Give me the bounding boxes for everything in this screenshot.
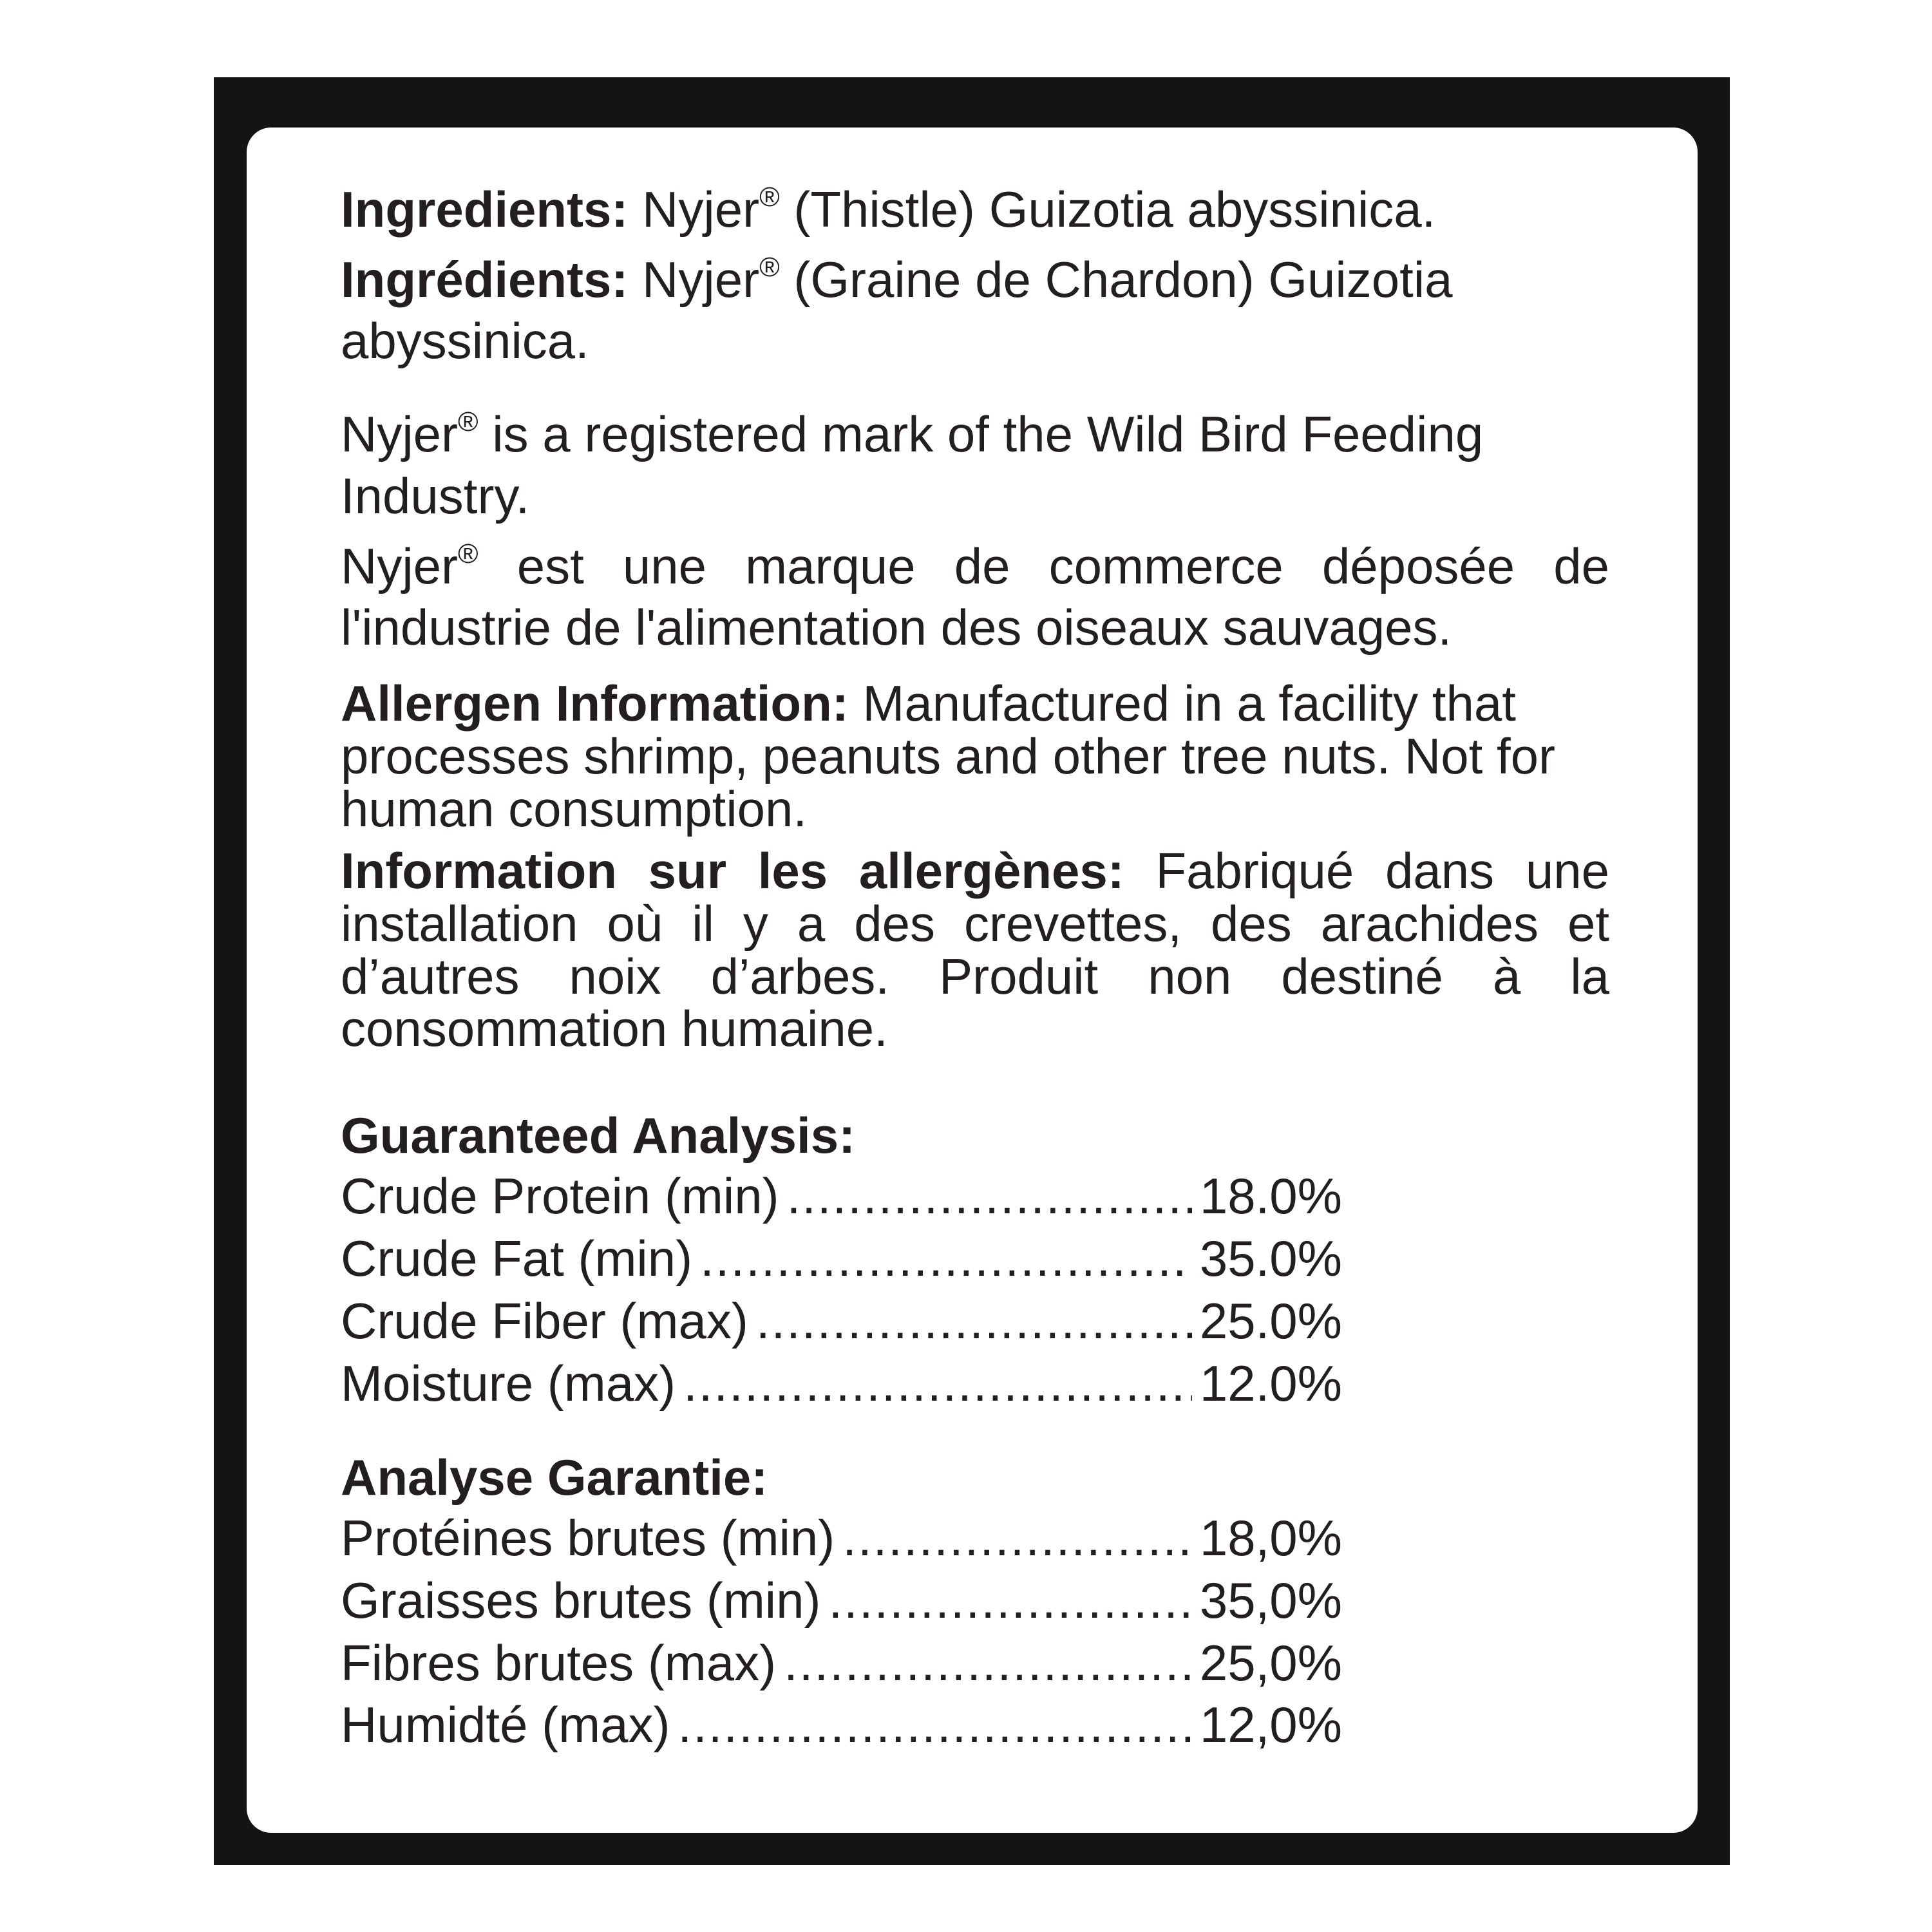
analysis-label: Moisture (max) (341, 1354, 676, 1412)
analysis-label: Humidté (max) (341, 1696, 670, 1754)
ingredients-en (341, 179, 1609, 240)
analysis-label: Protéines brutes (min) (341, 1510, 835, 1567)
label-content (341, 179, 1609, 1756)
ingredients-fr-text-post: (Graine de Chardon) Guizotia abyssinica. (341, 251, 1453, 370)
registered-mark: ® (458, 406, 478, 438)
analysis-value: 25.0% (1199, 1292, 1342, 1349)
label-card (247, 128, 1698, 1833)
analysis-label: Fibres brutes (max) (341, 1634, 777, 1691)
trademark-en-text-pre: Nyjer (341, 406, 459, 463)
dot-leader (677, 1694, 1191, 1756)
label-frame (214, 77, 1730, 1865)
analysis-row (341, 1632, 1342, 1694)
allergen-fr (341, 842, 1609, 1057)
trademark-fr-text-post: est une marque de commerce déposée de l'industrie de l'alimentation des oiseaux sauvages. (341, 537, 1609, 656)
analysis-row (341, 1569, 1342, 1632)
dot-leader (829, 1569, 1192, 1632)
analysis-label: Crude Fat (min) (341, 1230, 693, 1287)
registered-mark: ® (458, 538, 478, 569)
analysis-row (341, 1694, 1342, 1756)
ingredients-en-text-pre: Nyjer (628, 181, 760, 238)
allergen-en-text: Manufactured in a facility that processes shrimp, peanuts and other tree nuts. Not for human consumption. (341, 675, 1555, 837)
allergen-fr-text: Fabriqué dans une installation où il y a des crevettes, des arachides et d’autres noix d’arbes. Produit non destiné à la consommation humaine. (341, 842, 1609, 1057)
trademark-fr (341, 536, 1609, 658)
analysis-value: 18,0% (1199, 1510, 1342, 1567)
dot-leader (756, 1290, 1192, 1352)
analysis-value: 18.0% (1199, 1168, 1342, 1225)
analysis-label: Crude Protein (min) (341, 1168, 779, 1225)
allergen-en (341, 677, 1609, 836)
analysis-label: Graisses brutes (min) (341, 1571, 821, 1629)
ingredients-en-text-post: (Thistle) Guizotia abyssinica. (779, 181, 1436, 238)
analysis-row (341, 1227, 1342, 1290)
analysis-value: 12,0% (1199, 1696, 1342, 1754)
analysis-row (341, 1352, 1342, 1415)
analysis-en-heading: Guaranteed Analysis: (341, 1107, 856, 1164)
analysis-en-table (341, 1165, 1609, 1414)
trademark-en-text-post: is a registered mark of the Wild Bird Feeding Industry. (341, 406, 1484, 524)
ingredients-en-label: Ingredients: (341, 181, 629, 238)
analysis-value: 12.0% (1199, 1354, 1342, 1412)
analysis-value: 35,0% (1199, 1571, 1342, 1629)
analysis-value: 25,0% (1199, 1634, 1342, 1691)
trademark-en (341, 404, 1609, 526)
dot-leader (787, 1165, 1192, 1227)
analysis-row (341, 1290, 1342, 1352)
analysis-fr-heading: Analyse Garantie: (341, 1449, 768, 1506)
registered-mark: ® (759, 181, 780, 213)
dot-leader (842, 1507, 1192, 1569)
ingredients-fr (341, 249, 1609, 372)
allergen-en-label: Allergen Information: (341, 675, 849, 732)
analysis-row (341, 1165, 1342, 1227)
dot-leader (784, 1632, 1192, 1694)
analysis-fr-table (341, 1507, 1609, 1756)
allergen-fr-label: Information sur les allergènes: (341, 842, 1124, 899)
ingredients-fr-label: Ingrédients: (341, 251, 629, 308)
dot-leader (683, 1352, 1192, 1415)
dot-leader (700, 1227, 1192, 1290)
analysis-row (341, 1507, 1342, 1569)
trademark-fr-text-pre: Nyjer (341, 537, 459, 594)
ingredients-fr-text-pre: Nyjer (628, 251, 760, 308)
registered-mark: ® (759, 251, 780, 283)
analysis-value: 35.0% (1199, 1230, 1342, 1287)
analysis-label: Crude Fiber (max) (341, 1292, 748, 1349)
